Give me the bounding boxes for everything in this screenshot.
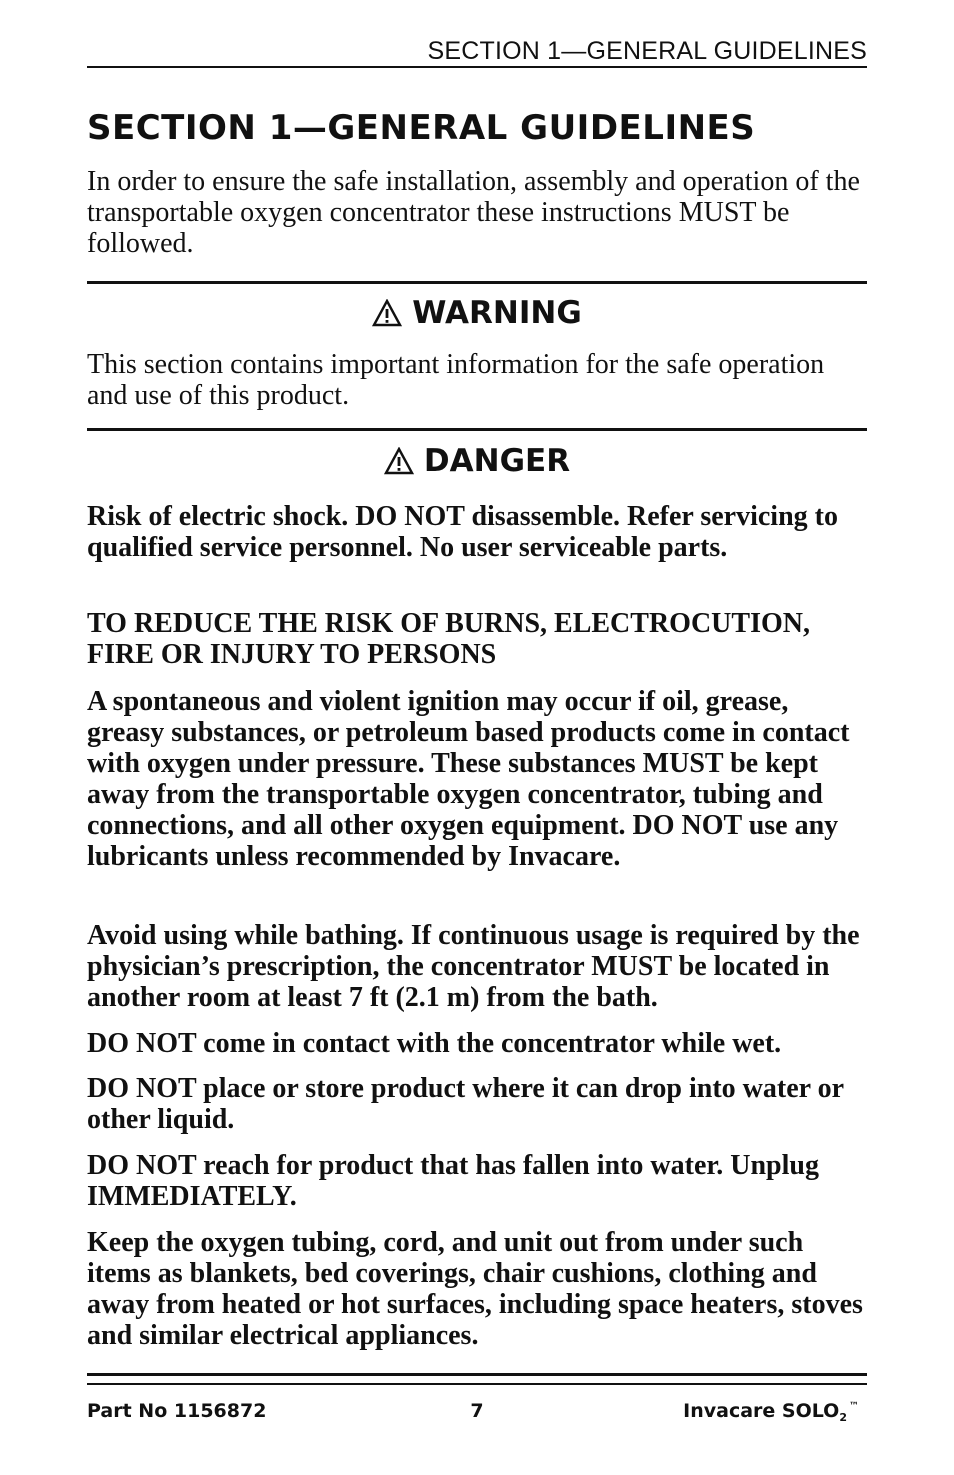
warning-label: WARNING [412,295,582,331]
danger-paragraph-wet: DO NOT come in contact with the concentrator while wet. [87,1028,782,1059]
product-name-text: Invacare SOLO [683,1400,840,1422]
danger-paragraph-shock: Risk of electric shock. DO NOT disassemble. Refer servicing to qualified service personnel. No user serviceable parts. [87,501,838,563]
page-footer [87,1396,867,1426]
section-title: SECTION 1—GENERAL GUIDELINES [87,108,756,148]
warning-rule [87,281,867,284]
warning-triangle-icon [372,299,402,327]
running-header: SECTION 1—GENERAL GUIDELINES [427,37,867,65]
footer-rule-top [87,1373,867,1376]
danger-paragraph-tubing: Keep the oxygen tubing, cord, and unit out from under such items as blankets, bed coverings, chair cushions, clothing and away from heated or hot surfaces, including space heaters, stoves and similar electrical appliances. [87,1227,863,1351]
danger-paragraph-bathing: Avoid using while bathing. If continuous usage is required by the physician’s prescription, the concentrator MUST be located in another room at least 7 ft (2.1 m) from the bath. [87,920,860,1013]
document-page [87,0,867,1475]
footer-rule-bottom [87,1383,867,1385]
danger-heading [87,441,867,481]
page-number: 7 [470,1400,484,1422]
trademark-symbol: ™ [849,1401,859,1412]
danger-paragraph-reduce-risk: TO REDUCE THE RISK OF BURNS, ELECTROCUTION, FIRE OR INJURY TO PERSONS [87,608,810,670]
danger-paragraph-fallen: DO NOT reach for product that has fallen into water. Unplug IMMEDIATELY. [87,1150,819,1212]
warning-text: This section contains important information for the safe operation and use of this product. [87,349,825,411]
product-name [683,1400,859,1424]
danger-rule [87,428,867,431]
warning-heading [87,293,867,333]
danger-paragraph-ignition: A spontaneous and violent ignition may occur if oil, grease, greasy substances, or petroleum based products come in contact with oxygen under pressure. These substances MUST be kept away from the transportable oxygen concentrator, tubing and connections, and all other oxygen equipment. DO NOT use any lubricants unless recommended by Invacare. [87,686,850,872]
part-number: Part No 1156872 [87,1400,267,1422]
warning-triangle-icon [384,447,414,475]
product-subscript: 2 [839,1411,847,1424]
danger-paragraph-water-drop: DO NOT place or store product where it can drop into water or other liquid. [87,1073,844,1135]
header-rule [87,66,867,68]
danger-label: DANGER [423,443,571,479]
intro-paragraph: In order to ensure the safe installation, assembly and operation of the transportable oxygen concentrator these instructions MUST be followed. [87,166,860,259]
